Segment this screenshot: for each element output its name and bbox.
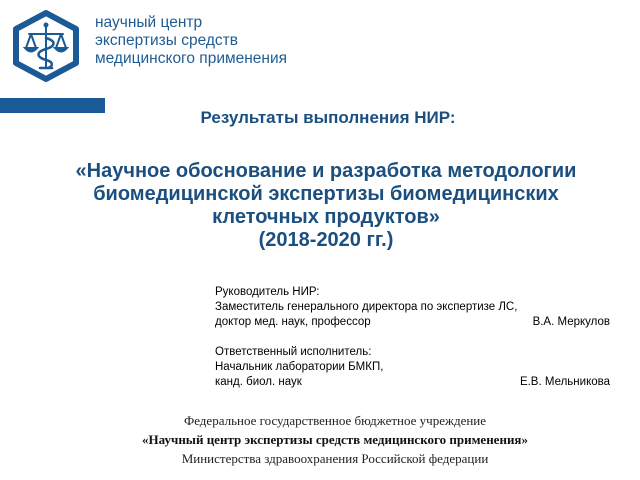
executor-name: Е.В. Мельникова [519,376,610,388]
footer-line: Министерства здравоохранения Российской федерации [181,451,489,466]
leader-degree: доктор мед. наук, профессор [215,316,371,328]
organization-name-line: медицинского применения [95,50,288,67]
caduceus-scales-hexagon-icon [12,10,80,82]
executor-row [215,375,610,390]
title-line: «Научное обоснование и разработка методологии [75,160,577,182]
footer-line: Федеральное государственное бюджетное учреждение [183,413,487,428]
leader-row [215,315,610,330]
slide-subtitle: Результаты выполнения НИР: [200,108,456,127]
executor-position: Начальник лаборатории БМКП, [215,361,384,373]
slide-title [0,160,640,252]
organization-name-line: экспертизы средств [95,32,238,49]
title-line: биомедицинской экспертизы биомедицинских [93,183,559,205]
leader-heading: Руководитель НИР: [215,286,320,298]
organization-name [95,14,287,68]
leader-name: В.А. Меркулов [532,316,610,328]
executor-heading: Ответственный исполнитель: [215,346,372,358]
organization-name-line: научный центр [95,14,203,31]
title-line: (2018-2020 гг.) [258,229,394,251]
project-roles [215,285,610,390]
footer-institution-name: «Научный центр экспертизы средств медицинского применения» [142,432,528,447]
executor-degree: канд. биол. наук [215,376,302,388]
title-line: клеточных продуктов» [212,206,440,228]
leader-position: Заместитель генерального директора по экспертизе ЛС, [215,301,518,313]
institution-footer [0,411,640,468]
